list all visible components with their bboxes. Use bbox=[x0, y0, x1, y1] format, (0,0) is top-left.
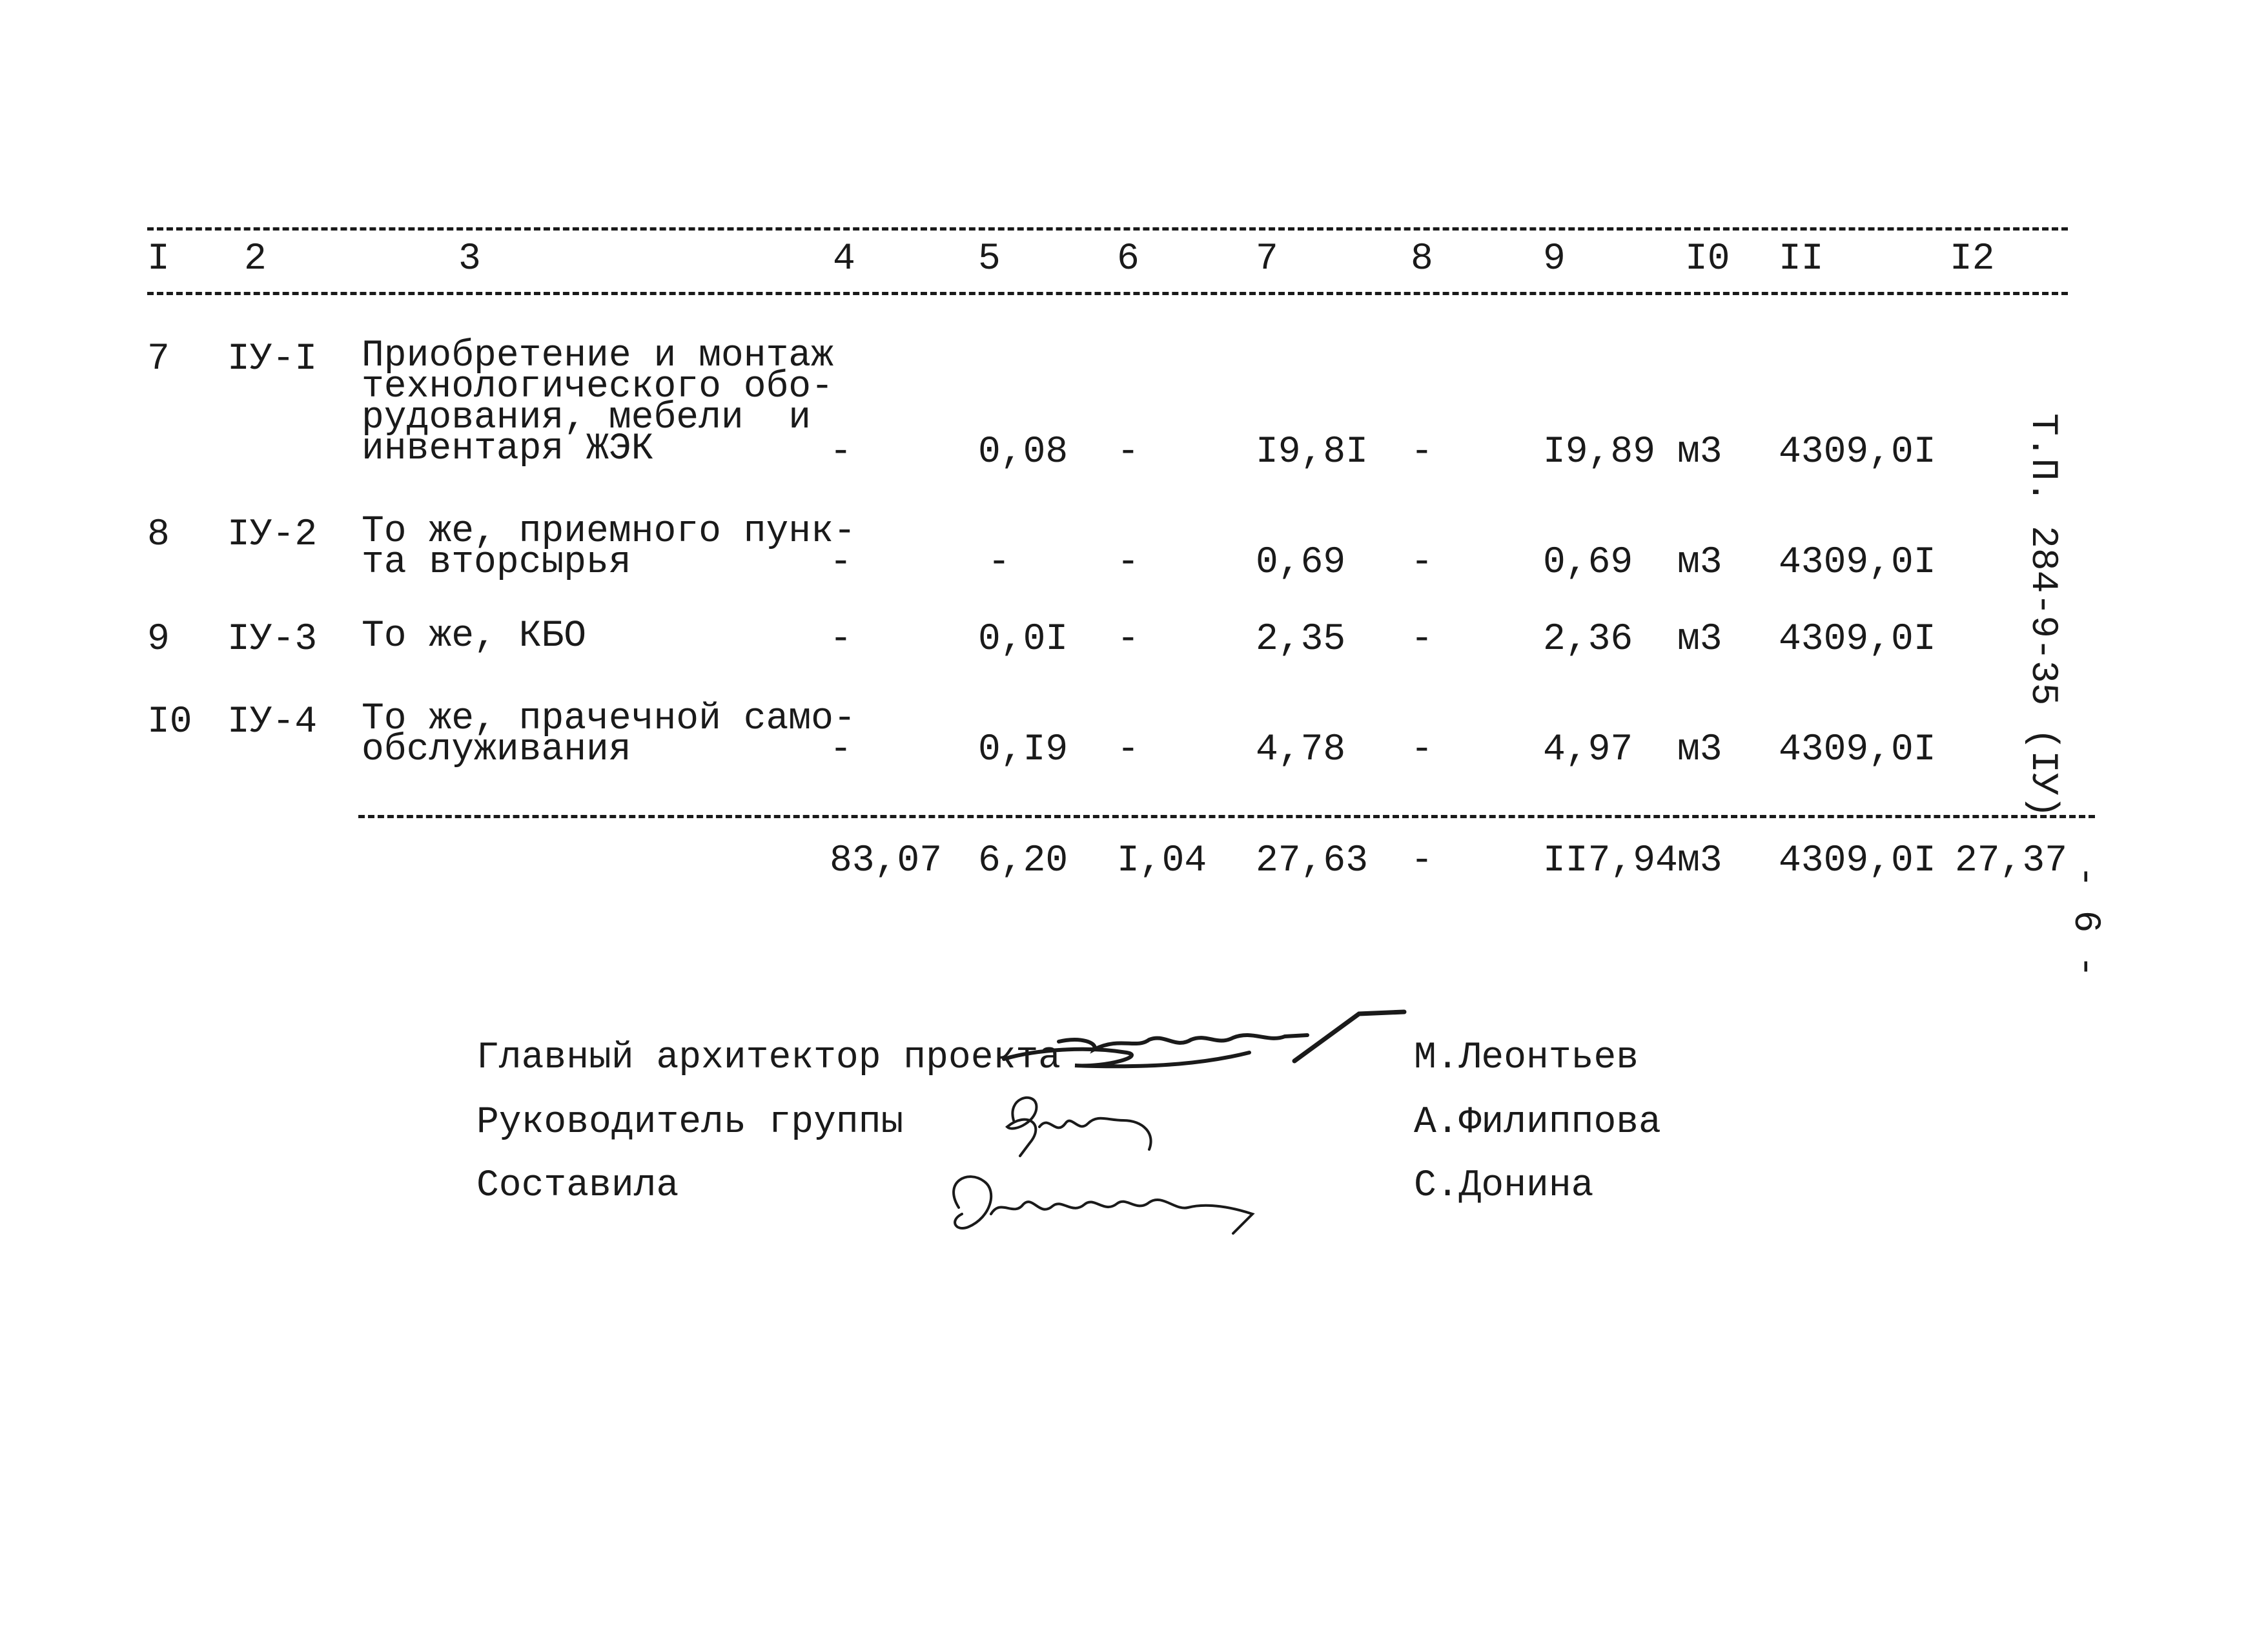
column-header: 5 bbox=[978, 238, 1001, 280]
cell-unit: м3 bbox=[1677, 431, 1722, 473]
document-code: Т.П. 284-9-35 (IУ) bbox=[2021, 413, 2063, 818]
column-header: 8 bbox=[1411, 238, 1433, 280]
cell-unit: м3 bbox=[1677, 542, 1722, 584]
header-top-rule bbox=[147, 227, 2068, 231]
column-header: I0 bbox=[1685, 238, 1730, 280]
column-header: 6 bbox=[1117, 238, 1139, 280]
cell-col6: - bbox=[1117, 431, 1139, 473]
column-header: I bbox=[147, 238, 170, 280]
header-bottom-rule bbox=[147, 292, 2068, 295]
cell-col4: - bbox=[830, 729, 852, 771]
signature-name: С.Донина bbox=[1414, 1165, 1594, 1207]
total-col11: 4309,0I bbox=[1779, 840, 1936, 882]
cell-col8: - bbox=[1411, 542, 1433, 584]
cell-col6: - bbox=[1117, 619, 1139, 661]
page-number: - 6 - bbox=[2064, 865, 2106, 978]
cell-col11: 4309,0I bbox=[1779, 542, 1936, 584]
row-code: IУ-4 bbox=[227, 701, 318, 743]
signature-role: Руководитель группы bbox=[476, 1102, 904, 1144]
row-number: 8 bbox=[147, 514, 170, 556]
cell-col4: - bbox=[830, 542, 852, 584]
signature-name: А.Филиппова bbox=[1414, 1102, 1661, 1144]
row-description: Приобретение и монтаж технологического обо- рудования, мебели и инвентаря ЖЭК bbox=[362, 335, 833, 470]
cell-col11: 4309,0I bbox=[1779, 431, 1936, 473]
total-col8: - bbox=[1411, 840, 1433, 882]
cell-col9: I9,89 bbox=[1543, 431, 1656, 473]
row-number: I0 bbox=[147, 701, 192, 743]
cell-col5: 0,0I bbox=[978, 619, 1068, 661]
column-header: 4 bbox=[833, 238, 855, 280]
total-col12: 27,37 bbox=[1955, 840, 2068, 882]
total-col4: 83,07 bbox=[830, 840, 943, 882]
cell-col5: 0,08 bbox=[978, 431, 1068, 473]
cell-col8: - bbox=[1411, 431, 1433, 473]
cell-col11: 4309,0I bbox=[1779, 729, 1936, 771]
row-code: IУ-3 bbox=[227, 619, 318, 661]
row-description: То же, приемного пунк- та вторсырья bbox=[362, 511, 856, 584]
total-col9: II7,94 bbox=[1543, 840, 1678, 882]
row-code: IУ-I bbox=[227, 338, 318, 380]
row-description: То же, КБО bbox=[362, 615, 587, 657]
cell-col8: - bbox=[1411, 729, 1433, 771]
cell-col5: - bbox=[988, 542, 1010, 584]
signature-name: М.Леонтьев bbox=[1414, 1037, 1639, 1079]
signature-role: Главный архитектор проекта bbox=[476, 1037, 1061, 1079]
cell-col5: 0,I9 bbox=[978, 729, 1068, 771]
cell-unit: м3 bbox=[1677, 729, 1722, 771]
total-unit: м3 bbox=[1677, 840, 1722, 882]
column-header: 2 bbox=[244, 238, 267, 280]
column-header: 3 bbox=[458, 238, 481, 280]
column-header: 9 bbox=[1543, 238, 1566, 280]
cell-col4: - bbox=[830, 619, 852, 661]
column-header: 7 bbox=[1256, 238, 1278, 280]
cell-col6: - bbox=[1117, 542, 1139, 584]
row-number: 7 bbox=[147, 338, 170, 380]
cell-col9: 2,36 bbox=[1543, 619, 1633, 661]
total-col6: I,04 bbox=[1117, 840, 1207, 882]
cell-col9: 4,97 bbox=[1543, 729, 1633, 771]
column-header: II bbox=[1779, 238, 1824, 280]
cell-col7: 0,69 bbox=[1256, 542, 1346, 584]
cell-col7: I9,8I bbox=[1256, 431, 1369, 473]
total-rule bbox=[358, 815, 2095, 818]
total-col5: 6,20 bbox=[978, 840, 1068, 882]
signature-role: Составила bbox=[476, 1165, 679, 1207]
cell-col11: 4309,0I bbox=[1779, 619, 1936, 661]
cell-col7: 4,78 bbox=[1256, 729, 1346, 771]
cell-col7: 2,35 bbox=[1256, 619, 1346, 661]
cell-col8: - bbox=[1411, 619, 1433, 661]
cell-col4: - bbox=[830, 431, 852, 473]
total-col7: 27,63 bbox=[1256, 840, 1369, 882]
handwritten-signature-3 bbox=[930, 1156, 1278, 1253]
row-number: 9 bbox=[147, 619, 170, 661]
column-header: I2 bbox=[1950, 238, 1995, 280]
cell-unit: м3 bbox=[1677, 619, 1722, 661]
cell-col6: - bbox=[1117, 729, 1139, 771]
handwritten-signature-1 bbox=[997, 1004, 1411, 1088]
row-description: То же, прачечной само- обслуживания bbox=[362, 698, 856, 771]
cell-col9: 0,69 bbox=[1543, 542, 1633, 584]
row-code: IУ-2 bbox=[227, 514, 318, 556]
